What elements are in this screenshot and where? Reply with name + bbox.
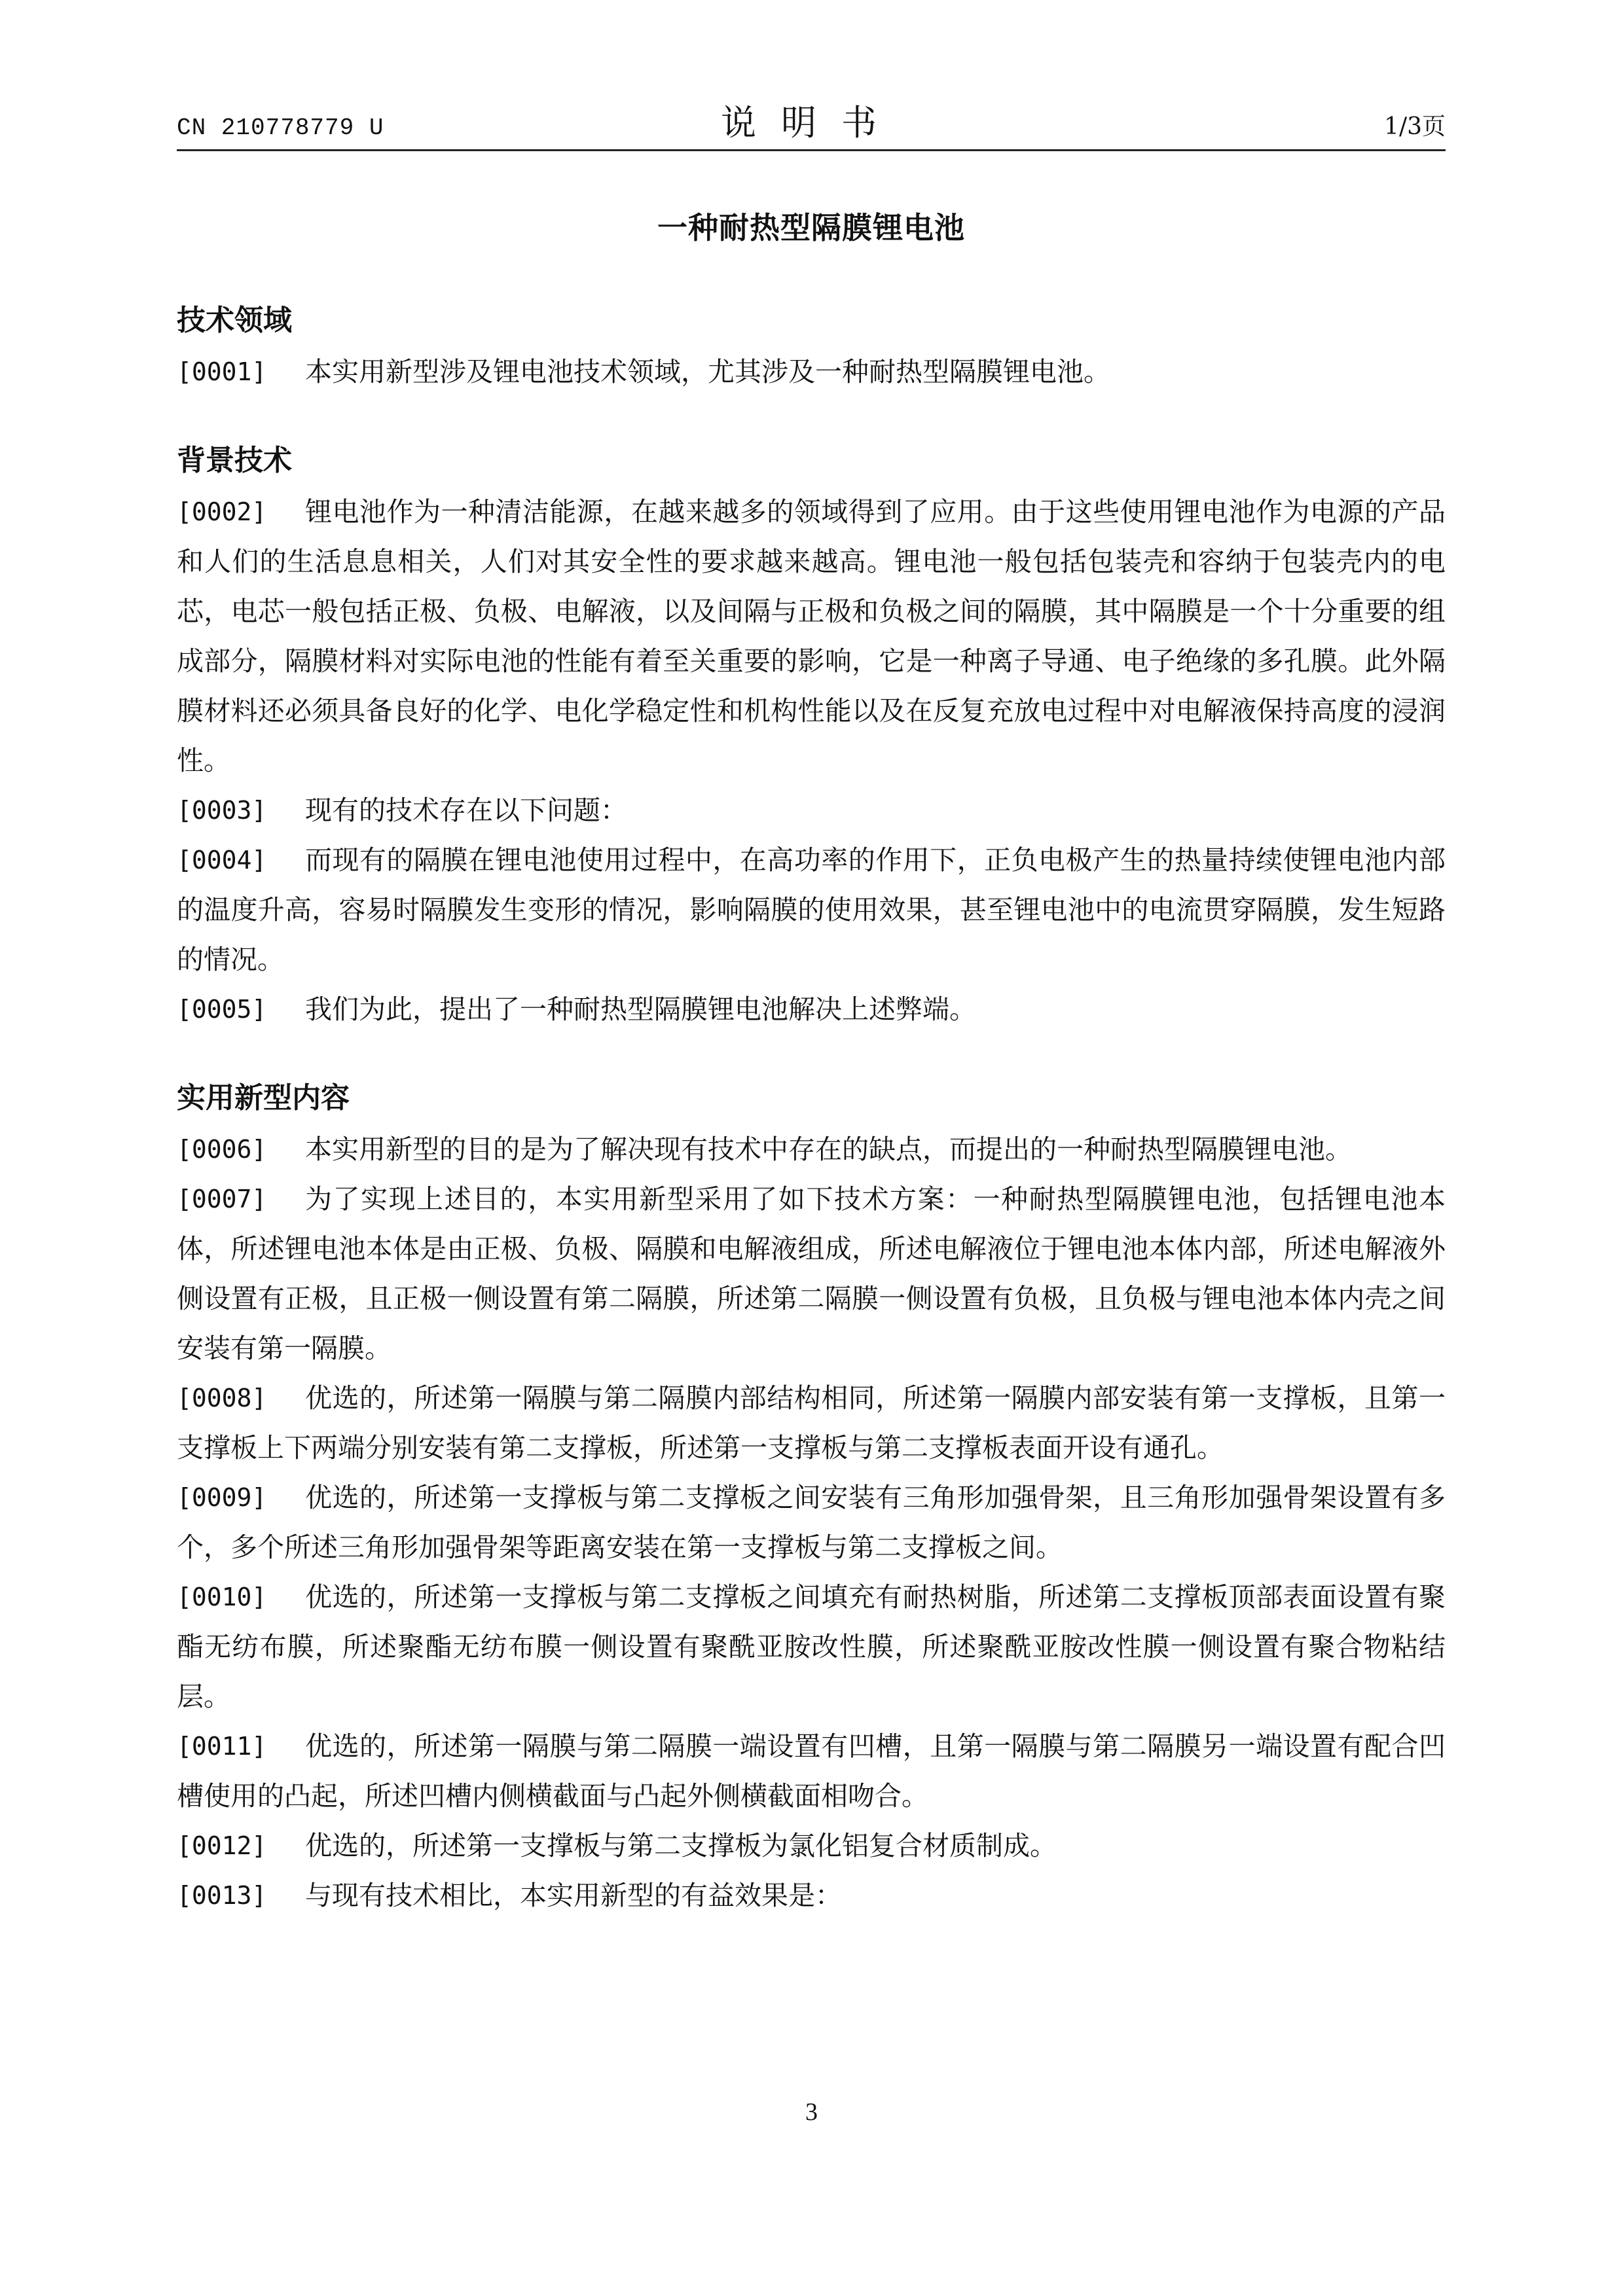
paragraph-number: [0012] xyxy=(177,1831,267,1860)
paragraph-text: 本实用新型涉及锂电池技术领域，尤其涉及一种耐热型隔膜锂电池。 xyxy=(305,356,1110,387)
paragraph xyxy=(177,984,1446,1034)
paragraph-number: [0011] xyxy=(177,1732,267,1761)
paragraph-number: [0010] xyxy=(177,1583,267,1611)
section-background xyxy=(177,435,1446,1034)
paragraph-number: [0004] xyxy=(177,846,267,874)
page-header xyxy=(177,98,1446,151)
paragraph-number: [0008] xyxy=(177,1384,267,1412)
document-type-title: 说明书 xyxy=(721,102,902,143)
paragraph xyxy=(177,1124,1446,1174)
page-indicator: 1/3页 xyxy=(1384,113,1446,140)
paragraph-number: [0005] xyxy=(177,995,267,1024)
paragraph-text: 优选的，所述第一支撑板与第二支撑板为氯化铝复合材质制成。 xyxy=(305,1830,1057,1861)
paragraph xyxy=(177,1572,1446,1721)
page-number: 3 xyxy=(805,2098,818,2126)
paragraph-text: 优选的，所述第一支撑板与第二支撑板之间安装有三角形加强骨架，且三角形加强骨架设置有多个，多个所述三角形加强骨架等距离安装在第一支撑板与第二支撑板之间。 xyxy=(177,1482,1446,1563)
paragraph-text: 锂电池作为一种清洁能源，在越来越多的领域得到了应用。由于这些使用锂电池作为电源的产品和人们的生活息息相关，人们对其安全性的要求越来越高。锂电池一般包括包装壳和容纳于包装壳内的电芯，电芯一般包括正极、负极、电解液，以及间隔与正极和负极之间的隔膜，其中隔膜是一个十分重要的组成部分，隔膜材料对实际电池的性能有着至关重要的影响，它是一种离子导通、电子绝缘的多孔膜。此外隔膜材料还必须具备良好的化学、电化学稳定性和机构性能以及在反复充放电过程中对电解液保持高度的浸润性。 xyxy=(177,496,1446,776)
paragraph-number: [0009] xyxy=(177,1483,267,1512)
paragraph-text: 为了实现上述目的，本实用新型采用了如下技术方案：一种耐热型隔膜锂电池，包括锂电池本体，所述锂电池本体是由正极、负极、隔膜和电解液组成，所述电解液位于锂电池本体内部，所述电解液外侧设置有正极，且正极一侧设置有第二隔膜，所述第二隔膜一侧设置有负极，且负极与锂电池本体内壳之间安装有第一隔膜。 xyxy=(177,1183,1446,1364)
paragraph-number: [0007] xyxy=(177,1185,267,1213)
paragraph xyxy=(177,1473,1446,1572)
document-body xyxy=(177,295,1446,1958)
section-heading: 技术领域 xyxy=(177,304,292,337)
section-technical-field xyxy=(177,295,1446,397)
section-heading: 实用新型内容 xyxy=(177,1081,350,1115)
paragraph-number: [0013] xyxy=(177,1881,267,1910)
paragraph-text: 与现有技术相比，本实用新型的有益效果是： xyxy=(305,1880,842,1911)
paragraph xyxy=(177,835,1446,984)
paragraph xyxy=(177,347,1446,397)
paragraph xyxy=(177,487,1446,785)
paragraph xyxy=(177,1871,1446,1920)
publication-number: CN 210778779 U xyxy=(177,115,384,141)
paragraph-number: [0002] xyxy=(177,497,267,526)
paragraph-text: 优选的，所述第一支撑板与第二支撑板之间填充有耐热树脂，所述第二支撑板顶部表面设置有聚酯无纺布膜，所述聚酯无纺布膜一侧设置有聚酰亚胺改性膜，所述聚酰亚胺改性膜一侧设置有聚合物粘结层。 xyxy=(177,1581,1446,1712)
paragraph-text: 优选的，所述第一隔膜与第二隔膜内部结构相同，所述第一隔膜内部安装有第一支撑板，且第一支撑板上下两端分别安装有第二支撑板，所述第一支撑板与第二支撑板表面开设有通孔。 xyxy=(177,1382,1446,1463)
paragraph-number: [0001] xyxy=(177,357,267,386)
paragraph-text: 而现有的隔膜在锂电池使用过程中，在高功率的作用下，正负电极产生的热量持续使锂电池内部的温度升高，容易时隔膜发生变形的情况，影响隔膜的使用效果，甚至锂电池中的电流贯穿隔膜，发生短路的情况。 xyxy=(177,844,1446,975)
section-heading: 背景技术 xyxy=(177,444,292,477)
paragraph xyxy=(177,1174,1446,1373)
paragraph xyxy=(177,785,1446,835)
paragraph xyxy=(177,1721,1446,1821)
paragraph xyxy=(177,1821,1446,1871)
paragraph-text: 现有的技术存在以下问题： xyxy=(305,795,627,826)
paragraph-text: 我们为此，提出了一种耐热型隔膜锂电池解决上述弊端。 xyxy=(305,994,976,1025)
paragraph-number: [0006] xyxy=(177,1135,267,1164)
section-utility-model-content xyxy=(177,1072,1446,1920)
paragraph-text: 本实用新型的目的是为了解决现有技术中存在的缺点，而提出的一种耐热型隔膜锂电池。 xyxy=(305,1134,1352,1165)
document-title: 一种耐热型隔膜锂电池 xyxy=(657,210,965,245)
header-divider xyxy=(177,149,1446,151)
paragraph xyxy=(177,1373,1446,1473)
paragraph-number: [0003] xyxy=(177,796,267,825)
paragraph-text: 优选的，所述第一隔膜与第二隔膜一端设置有凹槽，且第一隔膜与第二隔膜另一端设置有配合凹槽使用的凸起，所述凹槽内侧横截面与凸起外侧横截面相吻合。 xyxy=(177,1731,1446,1812)
